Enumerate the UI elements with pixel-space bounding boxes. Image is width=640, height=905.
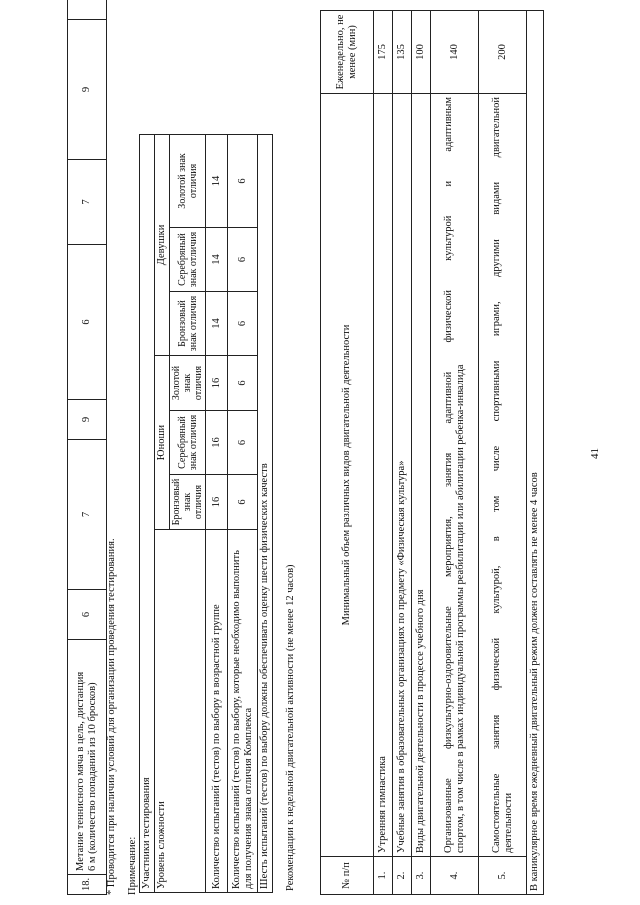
test-name-line-2: 6 м (количество попаданий из 10 бросков) bbox=[87, 682, 98, 871]
value-cell: 6 bbox=[68, 245, 107, 400]
minutes-value: 175 bbox=[374, 11, 393, 94]
tests-table-fragment bbox=[67, 0, 107, 895]
value-cell: 16 bbox=[206, 411, 228, 475]
boys-header: Юноши bbox=[155, 356, 170, 530]
gold-header: Золотой знак отличия bbox=[170, 134, 206, 227]
value-cell: 6 bbox=[228, 134, 258, 227]
table-row bbox=[479, 11, 527, 895]
row-number: 5. bbox=[479, 857, 527, 895]
bronze-header: Бронзовый знак отличия bbox=[170, 292, 206, 356]
name-header: Минимальный объем различных видов двигательной деятельности bbox=[321, 94, 374, 857]
silver-header: Серебряный знак отличия bbox=[170, 228, 206, 292]
table-row bbox=[393, 11, 412, 895]
row-number: 4. bbox=[431, 857, 479, 895]
activity-table bbox=[320, 10, 544, 895]
note-table bbox=[139, 134, 273, 893]
value-cell: 14 bbox=[206, 228, 228, 292]
table-footer: В каникулярное время ежедневный двигательный режим должен составлять не менее 4 часов bbox=[527, 11, 544, 895]
table-row bbox=[228, 134, 258, 892]
value-cell: 6 bbox=[228, 292, 258, 356]
minutes-value: 100 bbox=[412, 11, 431, 94]
value-cell: 6 bbox=[228, 411, 258, 475]
number-header: № п/п bbox=[321, 857, 374, 895]
note-label: Примечание: bbox=[127, 836, 138, 895]
silver-header: Серебряный знак отличия bbox=[170, 411, 206, 475]
table-row bbox=[412, 11, 431, 895]
value-cell: 6 bbox=[228, 228, 258, 292]
row-label: Количество испытаний (тестов) по выбору в возрастной группе bbox=[206, 530, 228, 893]
value-cell: 9 bbox=[68, 400, 107, 440]
minutes-value: 140 bbox=[431, 11, 479, 94]
weekly-header: Еженедельно, не менее (мин) bbox=[321, 11, 374, 94]
table-row bbox=[258, 134, 273, 892]
value-cell: 7 bbox=[68, 440, 107, 590]
activity-line-1: Самостоятельные занятия физической культурой, в том числе спортивными играми, другими видами двигательной bbox=[490, 97, 502, 853]
value-cell: 16 bbox=[206, 475, 228, 530]
girls-header: Девушки bbox=[155, 134, 170, 355]
test-name bbox=[68, 640, 107, 875]
activity-name bbox=[431, 94, 479, 857]
activity-name bbox=[479, 94, 527, 857]
ability-cell bbox=[68, 0, 107, 20]
table-row bbox=[374, 11, 393, 895]
test-name-line-1: Метание теннисного мяча в цель, дистанция bbox=[75, 671, 86, 871]
value-cell: 9 bbox=[68, 20, 107, 160]
table-row bbox=[431, 11, 479, 895]
value-cell: 14 bbox=[206, 134, 228, 227]
value-cell: 6 bbox=[228, 356, 258, 411]
minutes-value: 135 bbox=[393, 11, 412, 94]
value-cell: 6 bbox=[68, 590, 107, 640]
value-cell: 16 bbox=[206, 356, 228, 411]
activity-name: Учебные занятия в образовательных организациях по предмету «Физическая культура» bbox=[393, 94, 412, 857]
activity-line-2: спортом, в том числе в рамках индивидуальной программы реабилитации или абилитации ребенка-инвалида bbox=[454, 364, 466, 853]
row-number: 18. bbox=[68, 875, 107, 895]
gold-header: Золотой знак отличия bbox=[170, 356, 206, 411]
recommendations-title: Рекомендации к недельной двигательной активности (не менее 12 часов) bbox=[285, 564, 296, 891]
value-cell: 6 bbox=[228, 475, 258, 530]
footnote: * Проводится при наличии условий для организации проведения тестирования. bbox=[106, 538, 117, 895]
activity-name: Виды двигательной деятельности в процессе учебного дня bbox=[412, 94, 431, 857]
activity-line-1: Организованные физкультурно-оздоровительные мероприятия, занятия адаптивной физической культурой и адаптивным bbox=[442, 97, 454, 853]
participants-header: Участники тестирования bbox=[140, 134, 155, 892]
level-header: Уровень сложности bbox=[155, 530, 206, 893]
value-cell: 7 bbox=[68, 160, 107, 245]
row-number: 3. bbox=[412, 857, 431, 895]
activity-name: Утренняя гимнастика bbox=[374, 94, 393, 857]
activity-line-2: деятельности bbox=[502, 792, 514, 853]
table-row bbox=[206, 134, 228, 892]
table-footer: Шесть испытаний (тестов) по выбору должны обеспечивать оценку шести физических качеств bbox=[258, 134, 273, 892]
row-label: Количество испытаний (тестов) по выбору, которые необходимо выполнить для получения знака отличия Комплекса bbox=[228, 530, 258, 893]
table-row bbox=[68, 0, 107, 895]
bronze-header: Бронзовый знак отличия bbox=[170, 475, 206, 530]
row-number: 1. bbox=[374, 857, 393, 895]
row-number: 2. bbox=[393, 857, 412, 895]
table-row bbox=[527, 11, 544, 895]
page-number: 41 bbox=[589, 448, 601, 459]
value-cell: 14 bbox=[206, 292, 228, 356]
minutes-value: 200 bbox=[479, 11, 527, 94]
